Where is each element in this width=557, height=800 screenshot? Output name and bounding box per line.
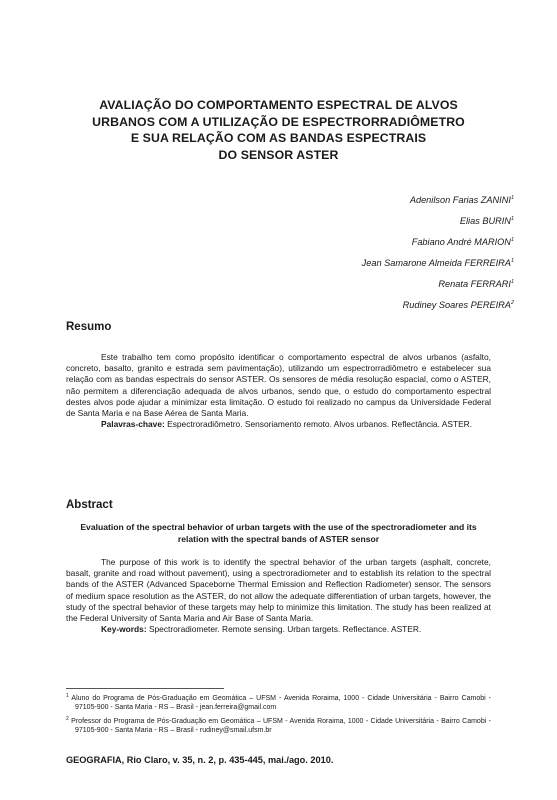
author-name: Rudiney Soares PEREIRA: [402, 300, 511, 310]
footnote: [66, 692, 491, 712]
resumo-text: Este trabalho tem como propósito identificar o comportamento espectral de alvos urbanos (asfalto, concreto, basalto, granito e estrada sem pavimentação), utilizando um espectrorradiômetro e estabelecer sua relação com as bandas espectrais do sensor ASTER. Os sensores de média resolução espacial, como o ASTER, não permitem a diferenciação adequada de alvos urbanos, sendo que, o estudo do comportamento espectral destes alvos pode ajudar a minimizar esta limitação. O estudo foi realizado no campus da Universidade Federal de Santa Maria e na Base Aérea de Santa Maria.: [66, 352, 491, 419]
author-footnote-mark: 1: [510, 237, 514, 243]
author: [194, 252, 514, 273]
keywords-text: Espectroradiômetro. Sensoriamento remoto. Alvos urbanos. Reflectância. ASTER.: [167, 419, 473, 430]
keywords-label: Palavras-chave:: [101, 419, 165, 430]
author: [194, 273, 514, 294]
author-footnote-mark: 1: [510, 216, 514, 222]
author: [194, 189, 514, 210]
title-line: DO SENSOR ASTER: [218, 147, 339, 162]
author-footnote-mark: 2: [510, 300, 514, 306]
title-line: AVALIAÇÃO DO COMPORTAMENTO ESPECTRAL DE ALVOS: [99, 98, 458, 112]
resumo-heading: Resumo: [66, 321, 112, 333]
abstract-subtitle: Evaluation of the spectral behavior of urban targets with the use of the spectroradiometer and its relation with the spectral bands of ASTER sensor: [80, 522, 477, 544]
author-name: Jean Samarone Almeida FERREIRA: [361, 258, 511, 268]
journal-citation: GEOGRAFIA, Rio Claro, v. 35, n. 2, p. 435-445, mai./ago. 2010.: [66, 755, 334, 765]
author: [194, 294, 514, 315]
footnote-mark: 1: [66, 693, 69, 699]
resumo-keywords: [66, 419, 491, 430]
footnote-text: Professor do Programa de Pós-Graduação em Geomática – UFSM - Avenida Roraima, 1000 - Cidade Universitária - Bairro Camobi - 97105-900 - Santa Maria - RS – Brasil - rudiney@smail.ufsm.br: [71, 718, 491, 734]
footnote-text: Aluno do Programa de Pós-Graduação em Geomática – UFSM - Avenida Roraima, 1000 - Cidade Universitária - Bairro Camobi - 97105-900 - Santa Maria - RS – Brasil - jean.ferreira@gmail.com: [71, 695, 492, 711]
resumo-section: [66, 352, 491, 430]
footnote-mark: 2: [66, 716, 69, 722]
abstract-keywords: [66, 624, 491, 635]
footnote: [66, 715, 491, 735]
author-list: [194, 189, 514, 315]
keywords-text: Spectroradiometer. Remote sensing. Urban targets. Reflectance. ASTER.: [148, 624, 422, 635]
footnotes: [66, 692, 491, 738]
author-footnote-mark: 1: [510, 258, 514, 264]
abstract-text: The purpose of this work is to identify the spectral behavior of the urban targets (asphalt, concrete, basalt, granite and road without pavement), using a spectroradiometer and to establish its relation to the spectral bands of the ASTER (Advanced Spaceborne Thermal Emission and Reflection Radiometer) sensor. The sensors of medium space resolution as the ASTER, do not allow the adequate differentiation of urban targets, however, the study of the spectral behavior of these targets may help to minimize this limitation. The study has been realized at the Federal University of Santa Maria and Air Base of Santa Maria.: [66, 557, 491, 624]
author-footnote-mark: 1: [510, 195, 514, 201]
title-line: URBANOS COM A UTILIZAÇÃO DE ESPECTRORRADIÔMETRO: [92, 114, 465, 129]
paper-title: [60, 97, 497, 163]
author-name: Elias BURIN: [459, 216, 511, 226]
author-name: Renata FERRARI: [438, 279, 511, 289]
footnote-divider: [66, 688, 224, 689]
author: [194, 210, 514, 231]
keywords-label: Key-words:: [101, 624, 147, 635]
author-name: Fabiano André MARION: [411, 237, 511, 247]
author-name: Adenilson Farias ZANINI: [409, 195, 511, 205]
author-footnote-mark: 1: [510, 279, 514, 285]
author: [194, 231, 514, 252]
abstract-section: [66, 557, 491, 635]
title-line: E SUA RELAÇÃO COM AS BANDAS ESPECTRAIS: [130, 131, 427, 145]
abstract-heading: Abstract: [66, 499, 113, 511]
